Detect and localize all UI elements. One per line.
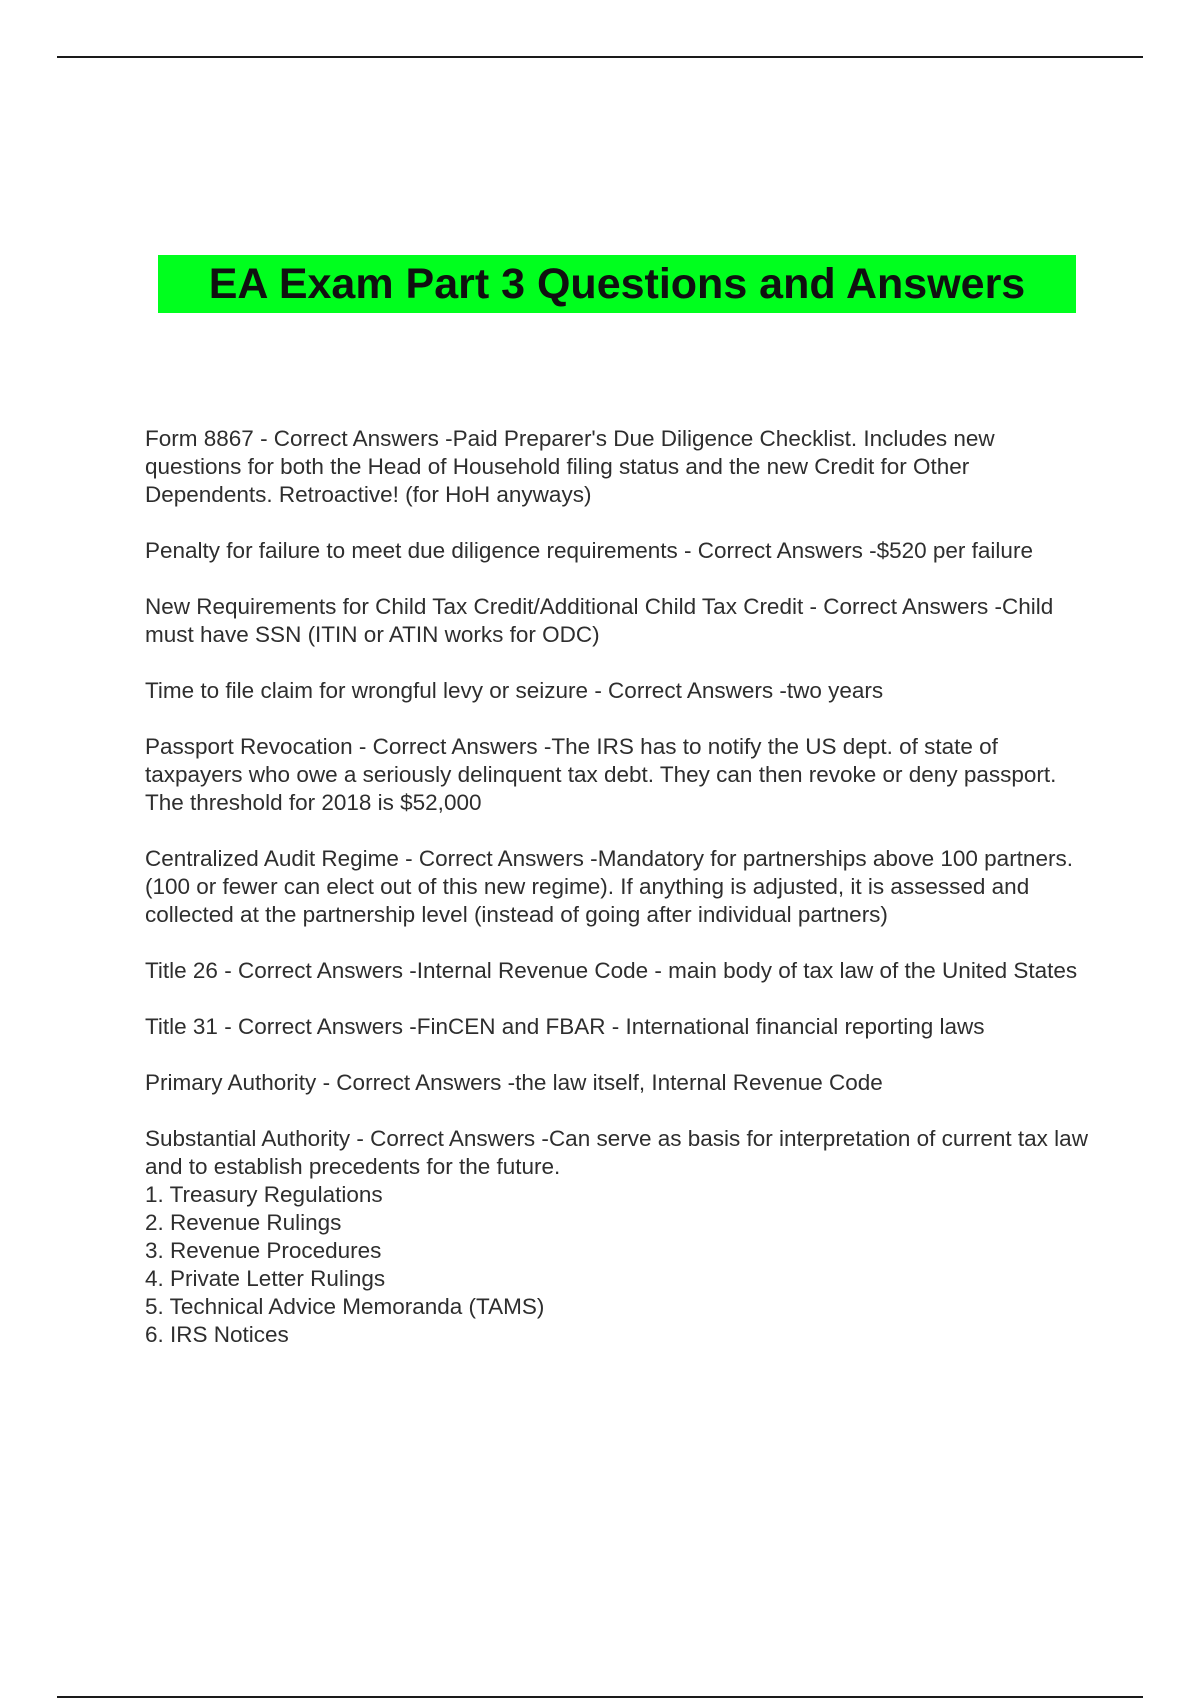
qa-question: Primary Authority [145, 1070, 317, 1095]
authority-list-item: 6. IRS Notices [145, 1322, 289, 1347]
qa-item-wrongful-levy [145, 677, 1095, 705]
qa-separator: - Correct Answers - [352, 734, 552, 759]
authority-list-item: 1. Treasury Regulations [145, 1182, 383, 1207]
qa-question: Title 31 [145, 1014, 218, 1039]
qa-answer: FinCEN and FBAR - International financial reporting laws [416, 1014, 985, 1039]
qa-separator: - Correct Answers - [217, 958, 417, 983]
top-rule [57, 56, 1143, 58]
authority-list-item: 5. Technical Advice Memoranda (TAMS) [145, 1294, 545, 1319]
qa-separator: - Correct Answers - [803, 594, 1003, 619]
qa-separator: - Correct Answers - [217, 1014, 417, 1039]
qa-question: Centralized Audit Regime [145, 846, 399, 871]
bottom-rule [57, 1696, 1143, 1698]
qa-item-centralized-audit [145, 845, 1095, 929]
qa-answer: Mandatory for partnerships above 100 partners. (100 or fewer can elect out of this new regime). If anything is adjusted, it is assessed and collected at the partnership level (instead of going after individual partners) [145, 846, 1073, 927]
qa-answer: Child must have SSN (ITIN or ATIN works for ODC) [145, 594, 1054, 647]
qa-separator: - Correct Answers - [588, 678, 787, 703]
qa-answer: Paid Preparer's Due Diligence Checklist. Includes new questions for both the Head of Household filing status and the new Credit for Other Dependents. Retroactive! (for HoH anyways) [145, 426, 995, 507]
authority-list-item: 2. Revenue Rulings [145, 1210, 342, 1235]
qa-question: New Requirements for Child Tax Credit/Additional Child Tax Credit [145, 594, 804, 619]
qa-item-title-26 [145, 957, 1095, 985]
authority-list-item: 4. Private Letter Rulings [145, 1266, 386, 1291]
qa-item-penalty [145, 537, 1095, 565]
authority-list-item: 3. Revenue Procedures [145, 1238, 382, 1263]
qa-separator: - Correct Answers - [316, 1070, 516, 1095]
qa-question: Title 26 [145, 958, 218, 983]
qa-answer: Can serve as basis for interpretation of current tax law and to establish precedents for the future. [145, 1126, 1088, 1179]
qa-item-child-tax-credit [145, 593, 1095, 649]
qa-question: Passport Revocation [145, 734, 353, 759]
qa-item-passport-revocation [145, 733, 1095, 817]
qa-question: Form 8867 [145, 426, 254, 451]
qa-separator: - Correct Answers - [677, 538, 877, 563]
qa-answer: $520 per failure [876, 538, 1033, 563]
qa-answer: Internal Revenue Code - main body of tax law of the United States [416, 958, 1078, 983]
qa-question: Substantial Authority [145, 1126, 351, 1151]
qa-item-primary-authority [145, 1069, 1095, 1097]
qa-item-substantial-authority [145, 1125, 1095, 1349]
qa-separator: - Correct Answers - [398, 846, 598, 871]
qa-list [145, 425, 1095, 1377]
qa-separator: - Correct Answers - [350, 1126, 549, 1151]
qa-answer: two years [786, 678, 884, 703]
qa-answer: the law itself, Internal Revenue Code [515, 1070, 883, 1095]
qa-question: Time to file claim for wrongful levy or seizure [145, 678, 589, 703]
qa-answer: The IRS has to notify the US dept. of state of taxpayers who owe a seriously delinquent tax debt. They can then revoke or deny passport. The threshold for 2018 is $52,000 [145, 734, 1057, 815]
page-title: EA Exam Part 3 Questions and Answers [208, 259, 1026, 308]
qa-separator: - Correct Answers - [253, 426, 453, 451]
title-highlight [158, 255, 1076, 313]
authority-list [145, 1181, 1095, 1349]
qa-question: Penalty for failure to meet due diligence requirements [145, 538, 678, 563]
qa-item-form-8867 [145, 425, 1095, 509]
qa-item-title-31 [145, 1013, 1095, 1041]
